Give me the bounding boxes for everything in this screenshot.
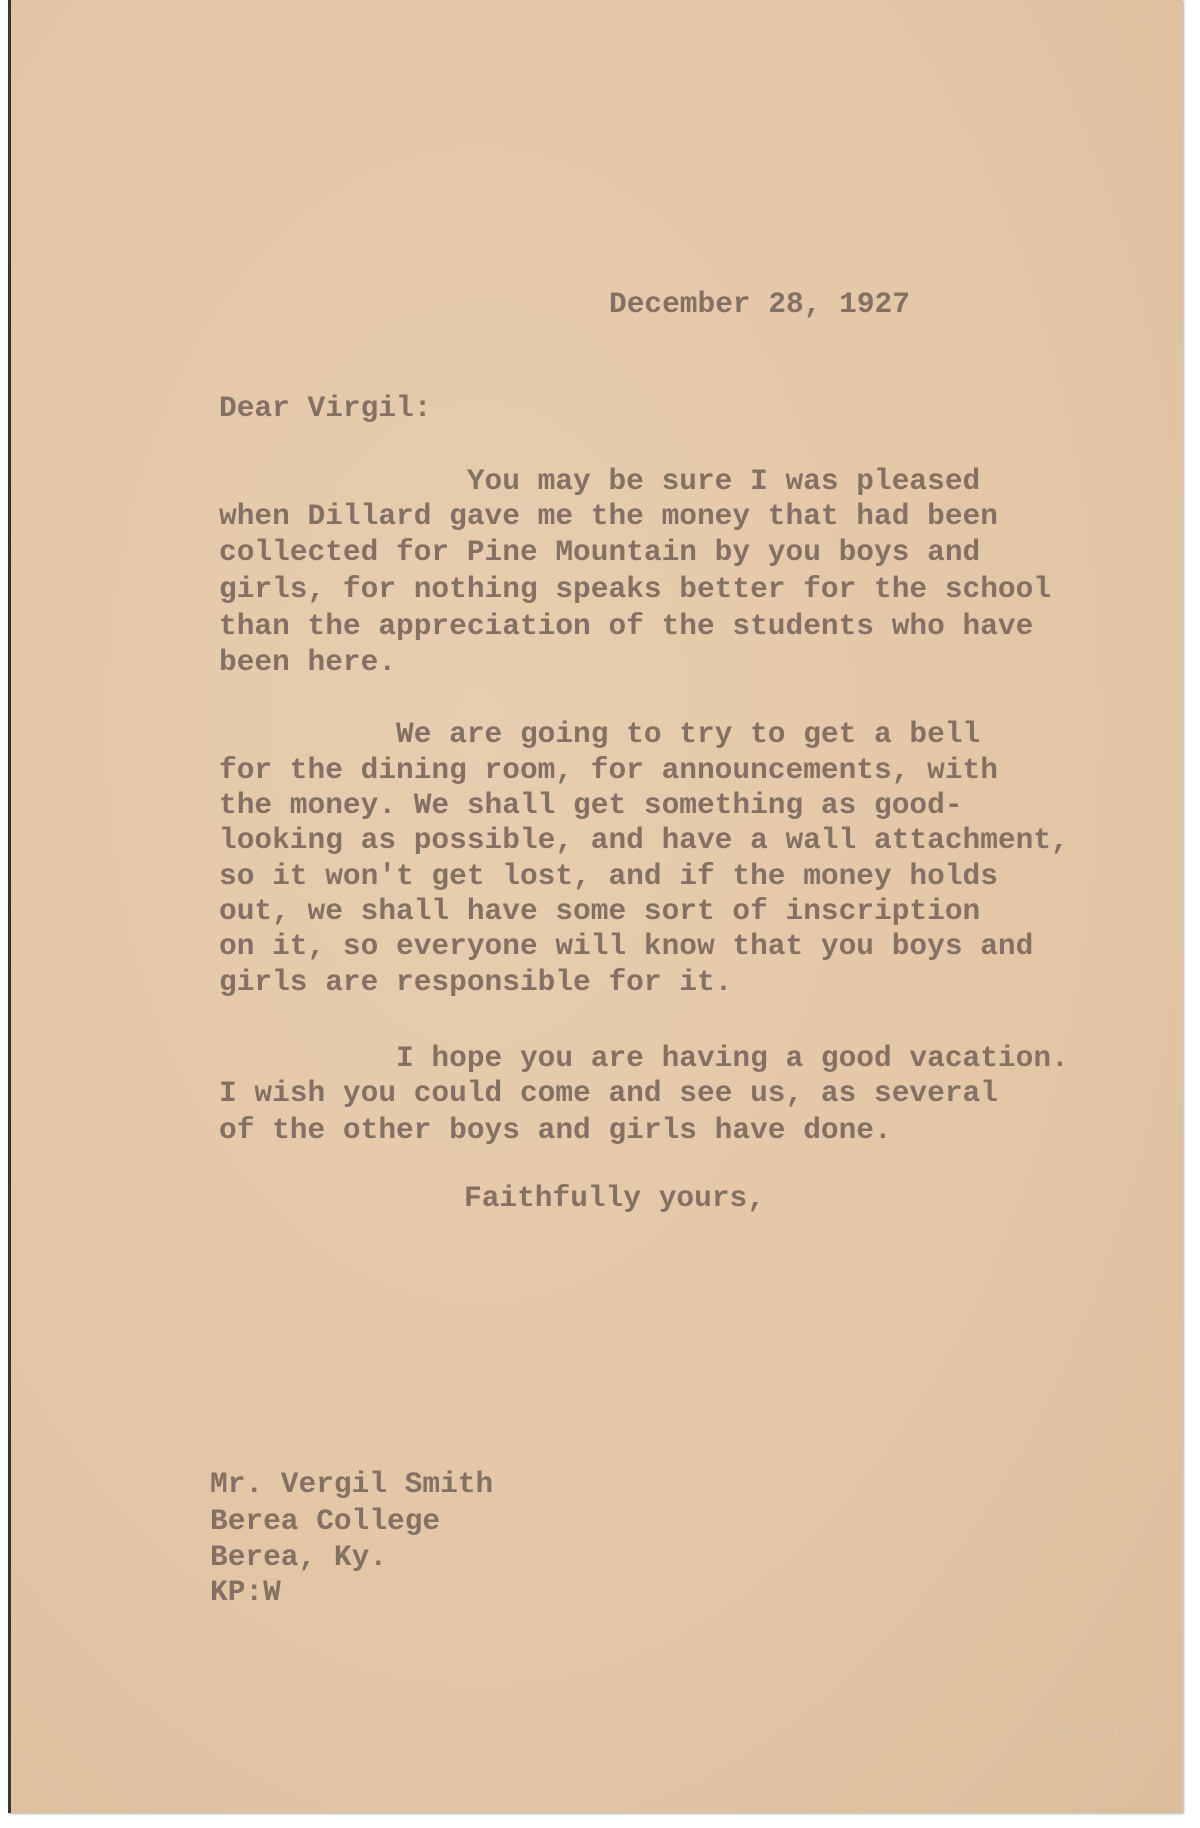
- text-line: the money. We shall get something as good-: [219, 788, 963, 822]
- text-line: collected for Pine Mountain by you boys and: [219, 535, 981, 569]
- text-line: girls, for nothing speaks better for the school: [219, 572, 1052, 606]
- text-line: You may be sure I was pleased: [219, 464, 981, 498]
- text-line: out, we shall have some sort of inscription: [219, 894, 981, 928]
- letter-date: December 28, 1927: [609, 287, 910, 321]
- address-line: Mr. Vergil Smith: [210, 1467, 494, 1501]
- text-line: been here.: [219, 645, 397, 679]
- text-line: when Dillard gave me the money that had been: [219, 499, 998, 533]
- address-line: KP:W: [210, 1575, 281, 1609]
- text-line: for the dining room, for announcements, with: [219, 753, 998, 787]
- text-line: on it, so everyone will know that you boys and: [219, 929, 1034, 963]
- archive-watermark: PMSS 2016: [1030, 1718, 1127, 1743]
- address-line: Berea College: [210, 1504, 441, 1538]
- text-line: I wish you could come and see us, as several: [219, 1076, 998, 1110]
- text-line: looking as possible, and have a wall attachment,: [219, 823, 1069, 857]
- text-line: We are going to try to get a bell: [219, 717, 981, 751]
- text-line: than the appreciation of the students who have: [219, 609, 1034, 643]
- text-line: so it won't get lost, and if the money holds: [219, 859, 998, 893]
- salutation: Dear Virgil:: [219, 391, 432, 425]
- text-line: of the other boys and girls have done.: [219, 1113, 892, 1147]
- text-line: girls are responsible for it.: [219, 965, 733, 999]
- address-line: Berea, Ky.: [210, 1540, 388, 1574]
- text-line: I hope you are having a good vacation.: [219, 1041, 1069, 1075]
- closing: Faithfully yours,: [464, 1181, 765, 1215]
